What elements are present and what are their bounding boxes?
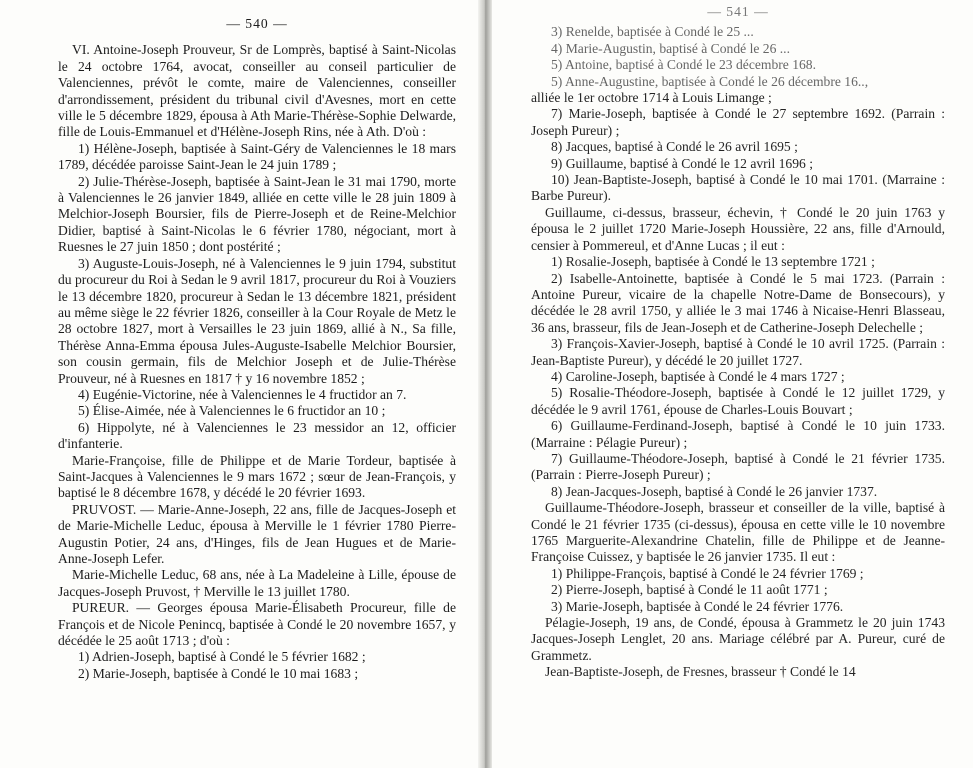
entry-jean-baptiste-joseph: 10) Jean-Baptiste-Joseph, baptisé à Condé le 10 mai 1701. (Marraine : Barbe Pureur).	[531, 172, 945, 204]
left-page	[0, 0, 482, 768]
entry-jean-jacques: 8) Jean-Jacques-Joseph, baptisé à Condé le 26 janvier 1737.	[551, 483, 878, 499]
paragraph-antoine-joseph: VI. Antoine-Joseph Prouveur, Sr de Lomprès, baptisé à Saint-Nicolas le 24 octobre 1764, avocat, conseiller au conseil particulier de Valenciennes, prévôt le comte, maire de Valenciennes, conseiller d'arrondissement, président du tribunal civil d'Avesnes, mort en cette ville le 5 décembre 1829, épousa à Ath Marie-Thérèse-Sophie Delwarde, fille de Louis-Emmanuel et d'Hélène-Joseph Rins, née à Ath. D'où :	[58, 42, 456, 140]
entry-elise-aimee: 5) Élise-Aimée, née à Valenciennes le 6 fructidor an 10 ;	[78, 403, 386, 419]
entry-renelde: 3) Renelde, baptisée à Condé le 25 ...	[551, 24, 754, 40]
paragraph-jean-baptiste-joseph: Jean-Baptiste-Joseph, de Fresnes, brasseur † Condé le 14	[545, 664, 856, 680]
entry-guillaume-ferdinand: 6) Guillaume-Ferdinand-Joseph, baptisé à Condé le 10 juin 1733. (Marraine : Pélagie Pureur) ;	[531, 418, 945, 450]
entry-marie-joseph: 7) Marie-Joseph, baptisée à Condé le 27 septembre 1692. (Parrain : Joseph Pureur) ;	[531, 106, 945, 138]
page-number: — 540 —	[226, 16, 288, 31]
entry-marie-joseph: 2) Marie-Joseph, baptisée à Condé le 10 mai 1683 ;	[78, 665, 359, 681]
entry-caroline-joseph: 4) Caroline-Joseph, baptisée à Condé le 4 mars 1727 ;	[551, 368, 845, 384]
paragraph-marie-francoise: Marie-Françoise, fille de Philippe et de Marie Tordeur, baptisée à Saint-Jacques à Valenciennes le 9 mars 1672 ; sœur de Jean-François, y baptisé le 8 décembre 1678, y décédé le 20 février 1693.	[58, 452, 456, 501]
entry-julie-therese: 2) Julie-Thérèse-Joseph, baptisée à Saint-Jean le 31 mai 1790, morte à Valenciennes le 26 janvier 1849, alliée en cette ville le 28 juin 1809 à Melchior-Joseph Boursier, fils de Pierre-Joseph et de Reine-Melchior Didier, baptisé à Saint-Nicolas le 6 février 1780, négociant, mort à Ruesnes le 27 juin 1850 ; dont postérité ;	[58, 173, 456, 255]
entry-marie-joseph-2: 3) Marie-Joseph, baptisée à Condé le 24 février 1776.	[551, 598, 844, 614]
entry-guillaume-theodore: 7) Guillaume-Théodore-Joseph, baptisé à Condé le 21 février 1735. (Parrain : Pierre-Joseph Pureur) ;	[531, 450, 945, 483]
entry-pierre-joseph: 2) Pierre-Joseph, baptisé à Condé le 11 août 1771 ;	[551, 582, 828, 598]
paragraph-pureur: PUREUR. — Georges épousa Marie-Élisabeth Procureur, fille de François et de Nicole Penincq, baptisée à Condé le 20 novembre 1657, y décédée le 25 août 1713 ; d'où :	[58, 600, 456, 649]
entry-jacques: 8) Jacques, baptisé à Condé le 26 avril 1695 ;	[551, 139, 798, 155]
paragraph-guillaume-theodore: Guillaume-Théodore-Joseph, brasseur et conseiller de la ville, baptisé à Condé le 21 février 1735 (ci-dessus), épousa en cette ville le 10 novembre 1765 Marguerite-Alexandrine Chatelin, fille de Philippe et de Jeanne-Françoise Cuissez, y baptisée le 26 janvier 1735. Il eut :	[531, 500, 945, 565]
entry-guillaume: 9) Guillaume, baptisé à Condé le 12 avril 1696 ;	[551, 155, 813, 171]
entry-rosalie-joseph: 1) Rosalie-Joseph, baptisée à Condé le 13 septembre 1721 ;	[551, 254, 875, 270]
entry-philippe-francois: 1) Philippe-François, baptisé à Condé le 24 février 1769 ;	[551, 565, 864, 581]
paragraph-pruvost: PRUVOST. — Marie-Anne-Joseph, 22 ans, fille de Jacques-Joseph et de Marie-Michelle Leduc, épousa à Merville le 1 février 1780 Pierre-Augustin Potier, 24 ans, d'Hinges, fils de Jean Hugues et de Marie-Anne-Joseph Lefer.	[58, 501, 456, 566]
paragraph-guillaume: Guillaume, ci-dessus, brasseur, échevin, † Condé le 20 juin 1763 y épousa le 2 juillet 1720 Marie-Joseph Houssière, 22 ans, fille d'Arnould, censier à Pommereul, et d'Anne Lucas ; il eut :	[531, 204, 945, 253]
entry-eugenie-victorine: 4) Eugénie-Victorine, née à Valenciennes le 4 fructidor an 7.	[78, 386, 407, 402]
entry-isabelle-antoinette: 2) Isabelle-Antoinette, baptisée à Condé le 5 mai 1723. (Parrain : Antoine Pureur, vicaire de la chapelle Notre-Dame de Bonsecours), y décédée le 28 avril 1750, y alliée le 3 mai 1746 à Nicaise-Henri Blasseau, 36 ans, brasseur, fils de Jean-Joseph et de Catherine-Joseph Delechelle ;	[531, 270, 945, 335]
entry-anne-augustine: 5) Anne-Augustine, baptisée à Condé le 26 décembre 16..,	[551, 73, 869, 89]
page-number: — 541 —	[707, 4, 769, 19]
entry-hippolyte: 6) Hippolyte, né à Valenciennes le 23 messidor an 12, officier d'infanterie.	[58, 419, 456, 452]
entry-francois-xavier: 3) François-Xavier-Joseph, baptisé à Condé le 10 avril 1725. (Parrain : Jean-Baptiste Pureur), y décédé le 20 juillet 1727.	[531, 336, 945, 368]
entry-adrien-joseph: 1) Adrien-Joseph, baptisé à Condé le 5 février 1682 ;	[78, 649, 366, 665]
entry-rosalie-theodore: 5) Rosalie-Théodore-Joseph, baptisée à Condé le 12 juillet 1729, y décédée le 9 avril 1761, épouse de Charles-Louis Bouvart ;	[531, 385, 945, 417]
paragraph-marie-michelle: Marie-Michelle Leduc, 68 ans, née à La Madeleine à Lille, épouse de Jacques-Joseph Pruvost, † Merville le 13 juillet 1780.	[58, 567, 456, 599]
entry-auguste-louis: 3) Auguste-Louis-Joseph, né à Valenciennes le 9 juin 1794, substitut du procureur du Roi à Sedan le 9 avril 1817, procureur du Roi à Vouziers le 13 décembre 1820, procureur à Sedan le 13 décembre 1821, président au même siège le 22 février 1826, conseiller à la Cour Royale de Metz le 28 octobre 1827, mort à Versailles le 23 juin 1869, allié à N., Sa fille, Thérèse Anna-Emma épousa Jules-Auguste-Isabelle Melchior Boursier, son cousin germain, fils de Melchior Joseph et de Julie-Thérèse Prouveur, né à Ruesnes en 1817 † y 16 novembre 1852 ;	[58, 255, 456, 386]
entry-marie-augustin: 4) Marie-Augustin, baptisé à Condé le 26 ...	[551, 40, 790, 56]
right-page	[493, 0, 973, 768]
entry-anne-augustine-cont: alliée le 1er octobre 1714 à Louis Limange ;	[531, 90, 772, 106]
book-gutter	[478, 0, 492, 768]
entry-helene-joseph: 1) Hélène-Joseph, baptisée à Saint-Géry de Valenciennes le 18 mars 1789, décédée paroisse Saint-Jean le 24 juin 1789 ;	[58, 140, 456, 173]
entry-antoine: 5) Antoine, baptisé à Condé le 23 décembre 168.	[551, 57, 817, 73]
paragraph-pelagie-joseph: Pélagie-Joseph, 19 ans, de Condé, épousa à Grammetz le 20 juin 1743 Jacques-Joseph Lenglet, 20 ans. Mariage célébré par A. Pureur, curé de Grammetz.	[531, 615, 945, 663]
